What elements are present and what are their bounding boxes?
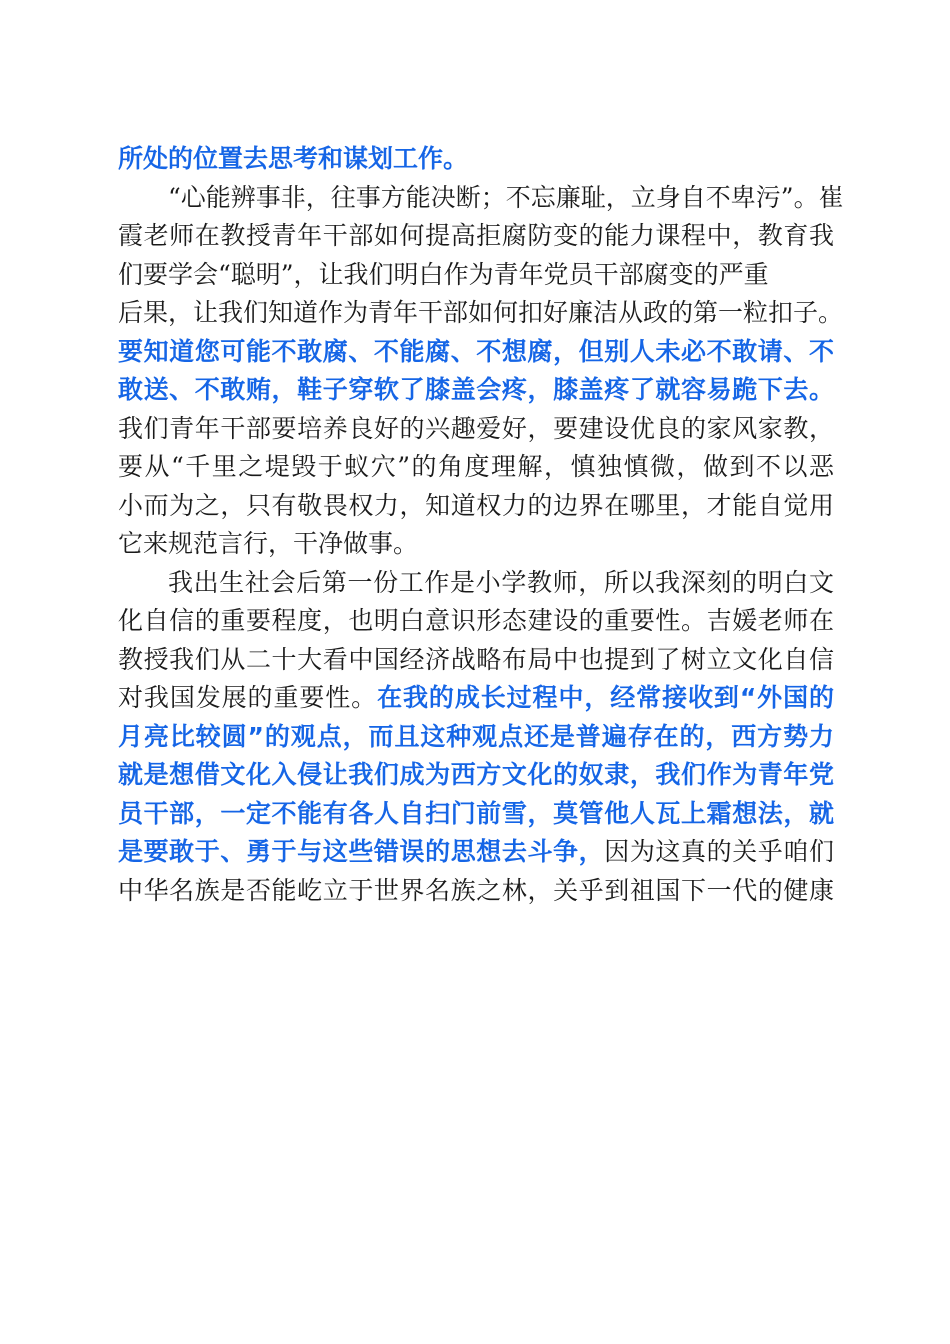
text-line (118, 140, 834, 179)
body-text: 小而为之，只有敬畏权力，知道权力的边界在哪里，才能自觉用 (118, 490, 834, 520)
text-line (118, 564, 834, 603)
highlighted-text: 在我的成长过程中，经常接收到“外国的 (377, 683, 834, 712)
body-text: 它来规范言行，干净做事。 (118, 529, 419, 558)
body-text: 教授我们从二十大看中国经济战略布局中也提到了树立文化自信 (118, 644, 834, 674)
body-text: 化自信的重要程度，也明白意识形态建设的重要性。吉媛老师在 (118, 606, 834, 635)
highlighted-text: 所处的位置去思考和谋划工作。 (118, 144, 469, 173)
text-line (118, 487, 834, 526)
body-text: 因为这真的关乎咱们 (604, 837, 834, 866)
document-body (118, 140, 844, 910)
text-line (118, 641, 834, 680)
highlighted-text: 就是想借文化入侵让我们成为西方文化的奴隶，我们作为青年党 (118, 760, 834, 789)
body-text: “心能辨事非，往事方能决断；不忘廉耻，立身自不卑污”。崔 (168, 182, 844, 212)
text-line (118, 371, 834, 410)
text-line (118, 525, 834, 564)
text-line (118, 179, 844, 218)
text-line (118, 872, 834, 911)
body-text: 对我国发展的重要性。 (118, 683, 378, 712)
text-line (118, 448, 834, 487)
body-text: 后果，让我们知道作为青年干部如何扣好廉洁从政的第一粒扣子。 (118, 298, 844, 327)
text-line (118, 294, 844, 333)
text-line (118, 333, 834, 372)
body-text: 中华名族是否能屹立于世界名族之林，关乎到祖国下一代的健康 (118, 875, 834, 905)
text-line (118, 602, 834, 641)
highlighted-text: 员干部，一定不能有各人自扫门前雪，莫管他人瓦上霜想法，就 (118, 798, 834, 828)
highlighted-text: 要知道您可能不敢腐、不能腐、不想腐，但别人未必不敢请、不 (118, 336, 834, 366)
highlighted-text: 是要敢于、勇于与这些错误的思想去斗争， (118, 837, 605, 866)
text-line (118, 217, 834, 256)
text-line (118, 795, 834, 834)
highlighted-text: 月亮比较圆”的观点，而且这种观点还是普遍存在的，西方势力 (118, 721, 834, 751)
highlighted-text: 敢送、不敢贿，鞋子穿软了膝盖会疼，膝盖疼了就容易跪下去。 (118, 375, 834, 404)
body-text: 我出生社会后第一份工作是小学教师，所以我深刻的明白文 (168, 567, 834, 597)
text-line (118, 410, 834, 449)
body-text: 要从“千里之堤毁于蚁穴”的角度理解，慎独慎微，做到不以恶 (118, 452, 834, 481)
text-line (118, 833, 834, 872)
text-line (118, 756, 834, 795)
body-text: 们要学会“聪明”，让我们明白作为青年党员干部腐变的严重 (118, 259, 769, 289)
body-text: 霞老师在教授青年干部如何提高拒腐防变的能力课程中，教育我 (118, 221, 834, 250)
text-line (118, 679, 834, 718)
text-line (118, 256, 834, 295)
text-line (118, 718, 834, 757)
body-text: 我们青年干部要培养良好的兴趣爱好，要建设优良的家风家教， (118, 413, 834, 443)
